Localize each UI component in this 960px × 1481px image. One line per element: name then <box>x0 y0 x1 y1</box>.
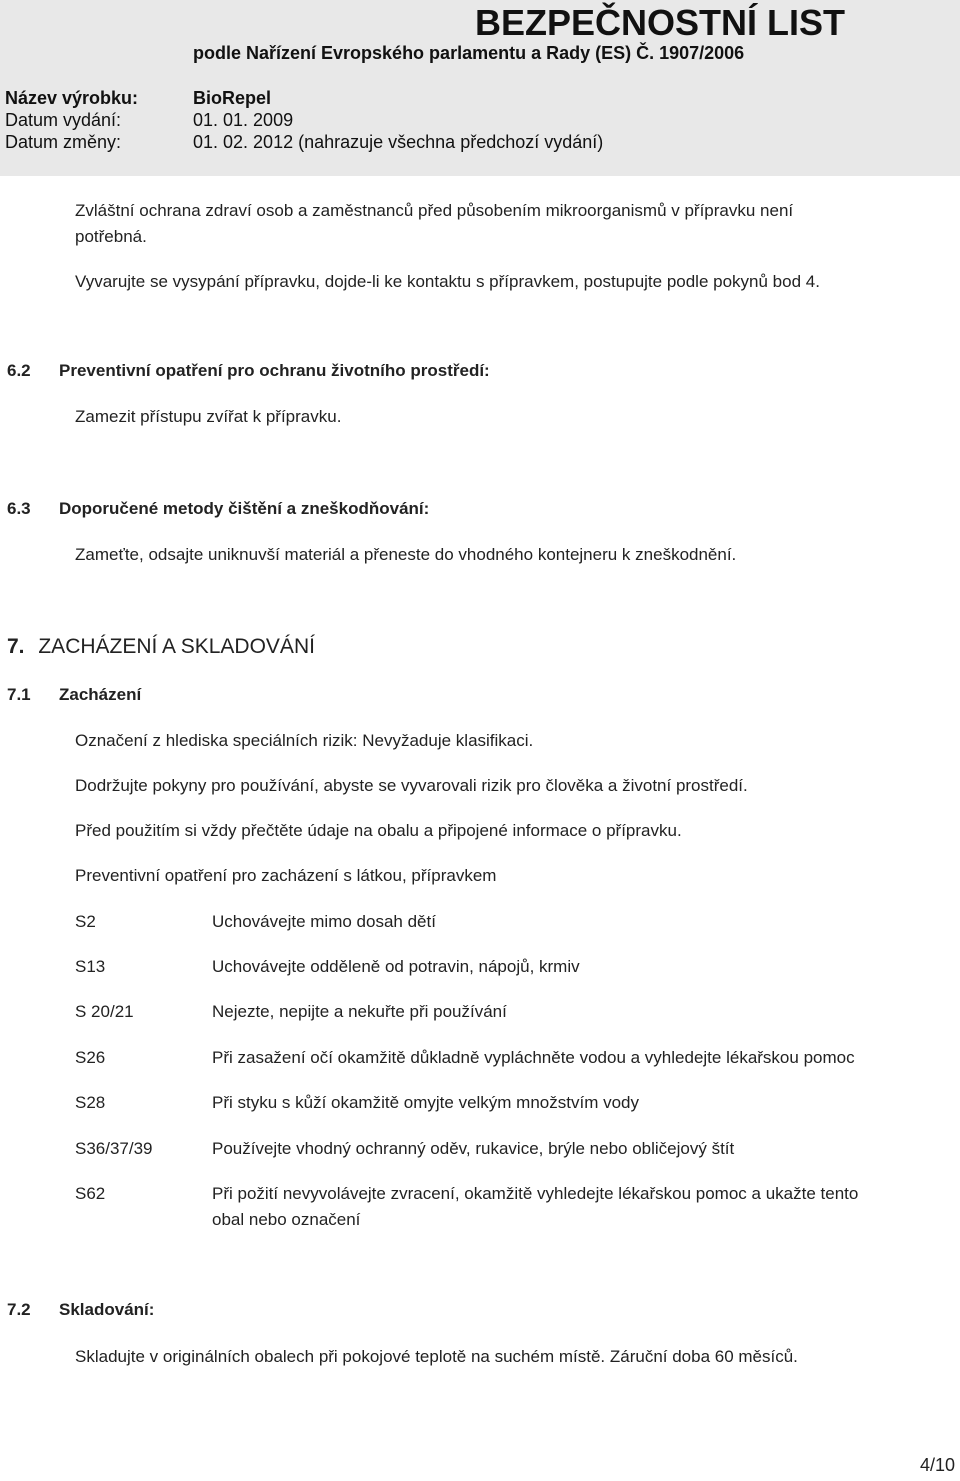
section-6-2-title: Preventivní opatření pro ochranu životního prostředí: <box>59 361 490 380</box>
document-header <box>0 0 960 176</box>
section-7-1-para-1: Označení z hlediska speciálních rizik: Nevyžaduje klasifikaci. <box>75 731 534 750</box>
section-7-1-title: Zacházení <box>59 685 142 704</box>
product-name-label: Název výrobku: <box>5 88 139 108</box>
section-7-2-text: Skladujte v originálních obalech při pokojové teplotě na suchém místě. Záruční doba 60 měsíců. <box>75 1347 798 1366</box>
change-date-value: 01. 02. 2012 (nahrazuje všechna předchozí vydání) <box>193 132 604 152</box>
phrase-code: S13 <box>75 957 106 976</box>
phrase-code: S26 <box>75 1048 106 1067</box>
document-subtitle: podle Nařízení Evropského parlamentu a Rady (ES) Č. 1907/2006 <box>193 43 745 63</box>
intro-line-3: Vyvarujte se vysypání přípravku, dojde-li ke kontaktu s přípravkem, postupujte podle pokynů bod 4. <box>75 272 820 291</box>
issue-date-label: Datum vydání: <box>5 110 122 130</box>
section-7-1-para-4: Preventivní opatření pro zacházení s látkou, přípravkem <box>75 866 497 885</box>
phrase-code: S28 <box>75 1093 106 1112</box>
intro-line-2: potřebná. <box>75 227 147 246</box>
section-7-2-number: 7.2 <box>7 1300 31 1319</box>
phrase-text: Nejezte, nepijte a nekuřte při používání <box>212 1002 507 1021</box>
section-7-title: ZACHÁZENÍ A SKLADOVÁNÍ <box>38 635 315 658</box>
section-7-1-number: 7.1 <box>7 685 31 704</box>
section-6-3-number: 6.3 <box>7 499 31 518</box>
phrase-text: Uchovávejte mimo dosah dětí <box>212 912 436 931</box>
phrase-text-continued: obal nebo označení <box>212 1210 361 1229</box>
page-number: 4/10 <box>919 1455 955 1475</box>
phrase-text: Používejte vhodný ochranný oděv, rukavice, brýle nebo obličejový štít <box>212 1139 735 1158</box>
phrase-code: S36/37/39 <box>75 1139 153 1158</box>
issue-date-value: 01. 01. 2009 <box>193 110 294 130</box>
section-7-2-title: Skladování: <box>59 1300 155 1319</box>
section-7-heading <box>7 635 315 659</box>
phrase-code: S62 <box>75 1184 106 1203</box>
product-name-value: BioRepel <box>193 88 272 108</box>
document-title: BEZPEČNOSTNÍ LIST <box>474 2 846 43</box>
phrase-code: S 20/21 <box>75 1002 134 1021</box>
phrase-text: Při zasažení očí okamžitě důkladně vypláchněte vodou a vyhledejte lékařskou pomoc <box>212 1048 855 1067</box>
change-date-label: Datum změny: <box>5 132 122 152</box>
phrase-text: Při styku s kůží okamžitě omyjte velkým množstvím vody <box>212 1093 639 1112</box>
section-6-2-text: Zamezit přístupu zvířat k přípravku. <box>75 407 342 426</box>
intro-line-1: Zvláštní ochrana zdraví osob a zaměstnanců před působením mikroorganismů v přípravku není <box>75 201 794 220</box>
section-6-2-number: 6.2 <box>7 361 31 380</box>
section-7-number: 7. <box>7 635 25 658</box>
section-7-1-para-2: Dodržujte pokyny pro používání, abyste se vyvarovali rizik pro člověka a životní prostředí. <box>75 776 748 795</box>
phrase-text: Uchovávejte odděleně od potravin, nápojů, krmiv <box>212 957 580 976</box>
phrase-code: S2 <box>75 912 96 931</box>
section-7-1-para-3: Před použitím si vždy přečtěte údaje na obalu a připojené informace o přípravku. <box>75 821 682 840</box>
phrase-text: Při požití nevyvolávejte zvracení, okamžitě vyhledejte lékařskou pomoc a ukažte tento <box>212 1184 859 1203</box>
section-6-3-text: Zameťte, odsajte uniknuvší materiál a přeneste do vhodného kontejneru k zneškodnění. <box>75 545 737 564</box>
section-6-3-title: Doporučené metody čištění a zneškodňování: <box>59 499 430 518</box>
